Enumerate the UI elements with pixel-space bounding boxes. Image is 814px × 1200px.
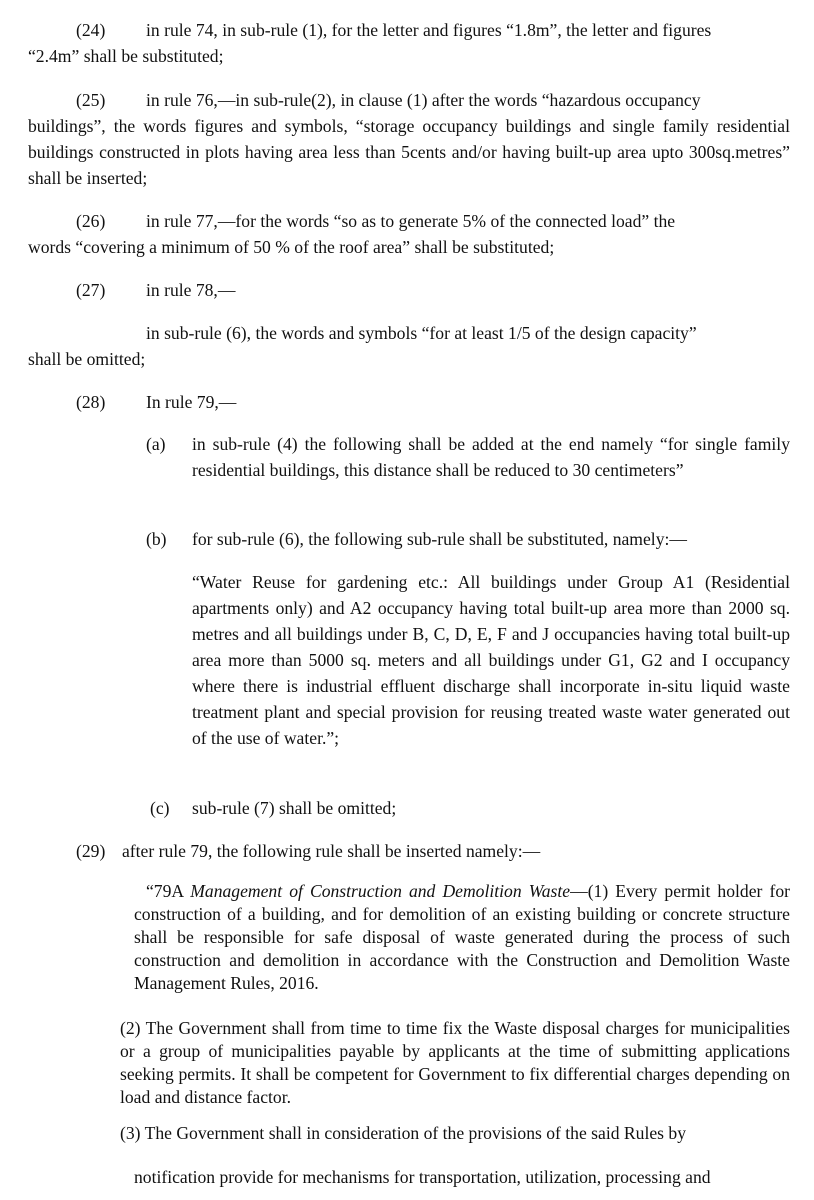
item-28a-text: in sub-rule (4) the following shall be added at the end namely “for single family residential buildings, this distance shall be reduced to 30 centimeters”	[192, 434, 790, 480]
item-26-line1: in rule 77,—for the words “so as to generate 5% of the connected load” the	[146, 211, 676, 231]
rule-79a-title: Management of Construction and Demolition Waste	[190, 881, 571, 901]
item-29-number: (29)	[76, 841, 106, 861]
item-25-text: buildings”, the words figures and symbols, “storage occupancy buildings and single family residential buildings constructed in plots having area less than 5cents and/or having built-up area upto 300sq.metres” shall be inserted;	[28, 116, 790, 188]
item-24-number: (24)	[76, 20, 106, 40]
item-27-sub-line1: in sub-rule (6), the words and symbols “for at least 1/5 of the design capacity”	[146, 323, 697, 343]
item-28c-text: sub-rule (7) shall be omitted;	[192, 798, 397, 818]
item-27-sub-line2: shall be omitted;	[28, 349, 146, 369]
item-24-line2: “2.4m” shall be substituted;	[28, 46, 224, 66]
rule-79a-paragraph-3-line1: (3) The Government shall in consideration of the provisions of the said Rules by	[120, 1123, 686, 1143]
rule-79a-sub-2: (2) The Government shall from time to time fix the Waste disposal charges for municipalities or a group of municipalities payable by applicants at the time of submitting applications seeking permits. It shall be competent for Government to fix differential charges depending on load and distance factor.	[120, 1018, 790, 1107]
item-28-heading: In rule 79,—	[146, 392, 237, 412]
rule-79a-number: “79A	[146, 881, 184, 901]
item-24-line1: in rule 74, in sub-rule (1), for the letter and figures “1.8m”, the letter and figures	[146, 20, 712, 40]
rule-79a-paragraph-3-line2: notification provide for mechanisms for transportation, utilization, processing and	[134, 1167, 711, 1187]
item-28-number: (28)	[76, 392, 106, 412]
item-27-number: (27)	[76, 280, 106, 300]
item-28b-label: (b)	[146, 529, 167, 549]
item-28b-text: for sub-rule (6), the following sub-rule shall be substituted, namely:—	[192, 529, 687, 549]
item-25-number: (25)	[76, 90, 106, 110]
rule-79a-paragraph-2	[120, 1017, 790, 1109]
item-25-line1: in rule 76,—in sub-rule(2), in clause (1) after the words “hazardous occupancy	[146, 90, 701, 110]
item-28b-quote: “Water Reuse for gardening etc.: All buildings under Group A1 (Residential apartments only) and A2 occupancy having total built-up area more than 2000 sq. metres and all buildings under B, C, D, E, F and J occupancies having total built-up area more than 5000 sq. meters and all buildings under G1, G2 and I occupancy where there is industrial effluent discharge shall incorporate in-situ liquid waste treatment plant and special provision for reusing treated waste water generated out of the use of water.”;	[192, 572, 790, 748]
item-27-heading: in rule 78,—	[146, 280, 236, 300]
item-26-number: (26)	[76, 211, 106, 231]
item-26-line2: words “covering a minimum of 50 % of the roof area” shall be substituted;	[28, 237, 555, 257]
item-29-heading: after rule 79, the following rule shall be inserted namely:—	[122, 841, 541, 861]
item-28c-label: (c)	[150, 798, 170, 818]
document-page	[28, 0, 790, 1200]
rule-79a-text: —(1) Every permit holder for construction of a building, and for demolition of an existing building or concrete structure shall be responsible for safe disposal of waste generated during the process of such construction and demolition in accordance with the Construction and Demolition Waste Management Rules, 2016.	[134, 881, 790, 993]
rule-79a-paragraph-1	[134, 880, 790, 995]
item-28a-label: (a)	[146, 434, 166, 454]
